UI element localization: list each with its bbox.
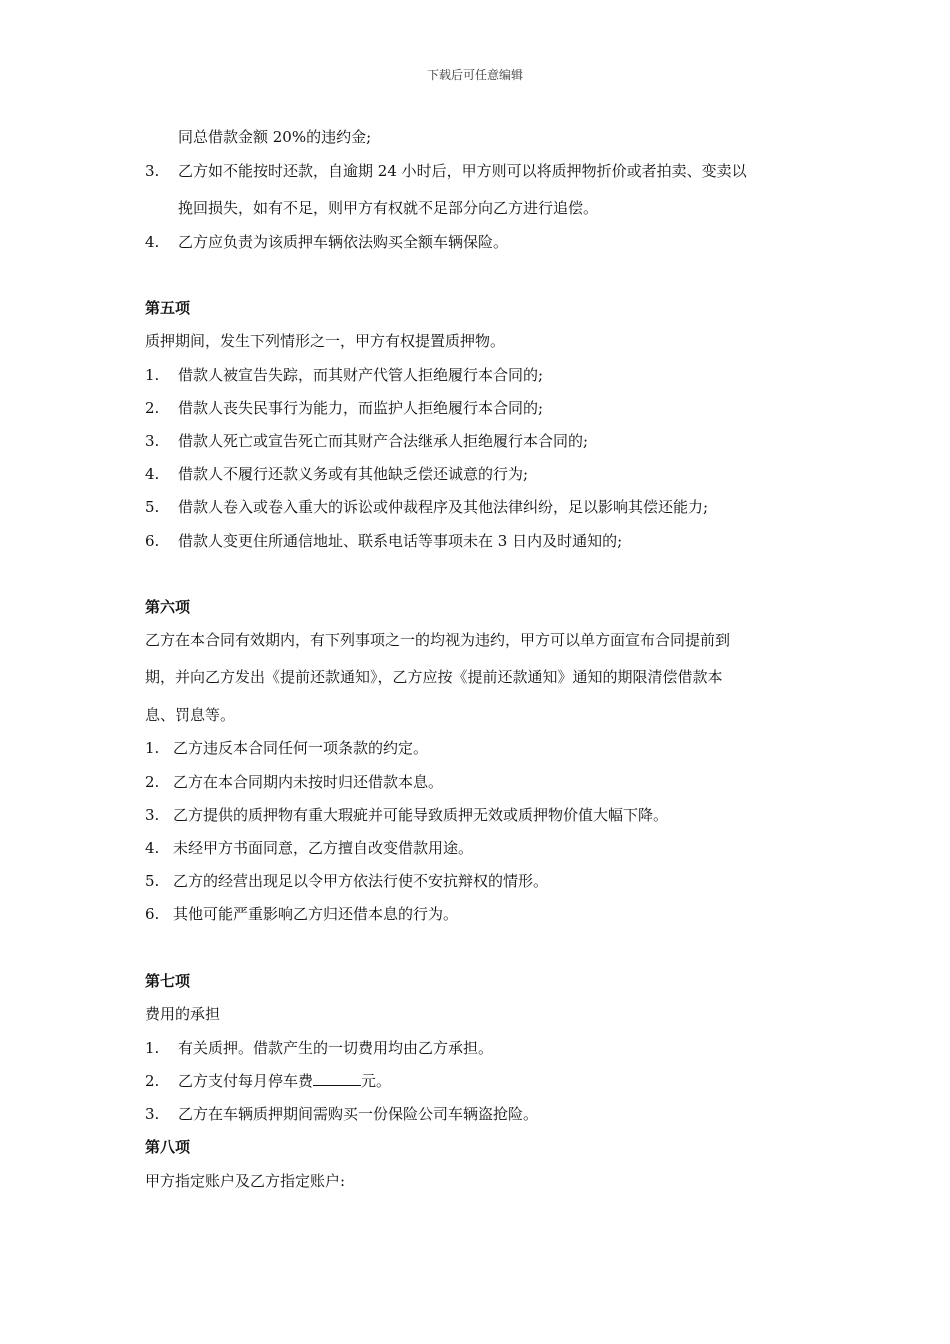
item-number: 3. (145, 432, 160, 450)
clause-item (145, 1104, 538, 1124)
item-number: 2. (145, 399, 160, 417)
item-text: 未经甲方书面同意，乙方擅自改变借款用途。 (173, 839, 474, 857)
section-intro: 息、罚息等。 (145, 706, 236, 724)
item-text: 乙方的经营出现足以令甲方依法行使不安抗辩权的情形。 (173, 872, 549, 890)
clause-item (145, 232, 508, 252)
section-intro: 甲方指定账户及乙方指定账户: (145, 1172, 346, 1190)
clause-item (145, 161, 747, 181)
item-text: 借款人变更住所通信地址、联系电话等事项未在 3 日内及时通知的; (178, 532, 623, 550)
clause-item (145, 805, 668, 825)
item-text: 乙方在本合同期内未按时归还借款本息。 (173, 773, 444, 791)
clause-item (145, 431, 588, 451)
item-text: 其他可能严重影响乙方归还借本息的行为。 (173, 905, 459, 923)
item-text: 乙方违反本合同任何一项条款的约定。 (173, 739, 429, 757)
item-text: 乙方应负责为该质押车辆依法购买全额车辆保险。 (178, 233, 509, 251)
clause-item (145, 398, 543, 418)
clause-item (145, 1071, 391, 1091)
item-number: 3. (145, 1105, 160, 1123)
section-title: 第八项 (145, 1138, 191, 1156)
section-title: 第六项 (145, 598, 191, 616)
item-number: 1. (145, 366, 160, 384)
item-number: 4. (145, 233, 160, 251)
item-text: 有关质押。借款产生的一切费用均由乙方承担。 (178, 1039, 494, 1057)
item-number: 2. (145, 773, 160, 791)
clause-item (145, 1038, 493, 1058)
clause-item (145, 871, 548, 891)
clause-item (145, 464, 528, 484)
item-number: 4. (145, 839, 160, 857)
clause-item (145, 497, 708, 517)
section-title: 第七项 (145, 972, 191, 990)
page-header: 下载后可任意编辑 (426, 68, 523, 82)
item-text: 元。 (361, 1072, 392, 1090)
clause-item (145, 838, 473, 858)
item-number: 3. (145, 162, 160, 180)
item-text: 借款人不履行还款义务或有其他缺乏偿还诚意的行为; (178, 465, 529, 483)
section-title: 第五项 (145, 299, 191, 317)
item-number: 2. (145, 1072, 160, 1090)
item-number: 6. (145, 905, 160, 923)
section-intro: 质押期间，发生下列情形之一，甲方有权提置质押物。 (145, 332, 506, 350)
item-number: 5. (145, 872, 160, 890)
clause-item (145, 738, 428, 758)
item-text: 借款人被宣告失踪，而其财产代管人拒绝履行本合同的; (178, 366, 544, 384)
clause-item (145, 904, 458, 924)
section-intro: 乙方在本合同有效期内，有下列事项之一的均视为违约，甲方可以单方面宣布合同提前到 (145, 631, 731, 649)
fill-in-blank (313, 1071, 361, 1086)
item-number: 1. (145, 739, 160, 757)
section-intro: 期，并向乙方发出《提前还款通知》，乙方应按《提前还款通知》通知的期限清偿借款本 (145, 668, 723, 686)
section-intro: 费用的承担 (145, 1005, 221, 1023)
item-text: 乙方提供的质押物有重大瑕疵并可能导致质押无效或质押物价值大幅下降。 (173, 806, 669, 824)
item-number: 4. (145, 465, 160, 483)
item-number: 6. (145, 532, 160, 550)
clause-continuation: 同总借款金额 20%的违约金; (178, 128, 372, 146)
clause-item (145, 365, 543, 385)
item-number: 1. (145, 1039, 160, 1057)
clause-item (145, 772, 443, 792)
item-number: 3. (145, 806, 160, 824)
item-text: 乙方如不能按时还款，自逾期 24 小时后，甲方则可以将质押物折价或者拍卖、变卖以 (178, 162, 747, 180)
item-number: 5. (145, 498, 160, 516)
item-text: 借款人死亡或宣告死亡而其财产合法继承人拒绝履行本合同的; (178, 432, 589, 450)
item-text: 借款人卷入或卷入重大的诉讼或仲裁程序及其他法律纠纷，足以影响其偿还能力; (178, 498, 709, 516)
clause-item (145, 531, 622, 551)
item-text: 借款人丧失民事行为能力，而监护人拒绝履行本合同的; (178, 399, 544, 417)
item-text: 乙方支付每月停车费 (178, 1072, 314, 1090)
clause-continuation: 挽回损失，如有不足，则甲方有权就不足部分向乙方进行追偿。 (178, 199, 599, 217)
item-text: 乙方在车辆质押期间需购买一份保险公司车辆盗抢险。 (178, 1105, 539, 1123)
